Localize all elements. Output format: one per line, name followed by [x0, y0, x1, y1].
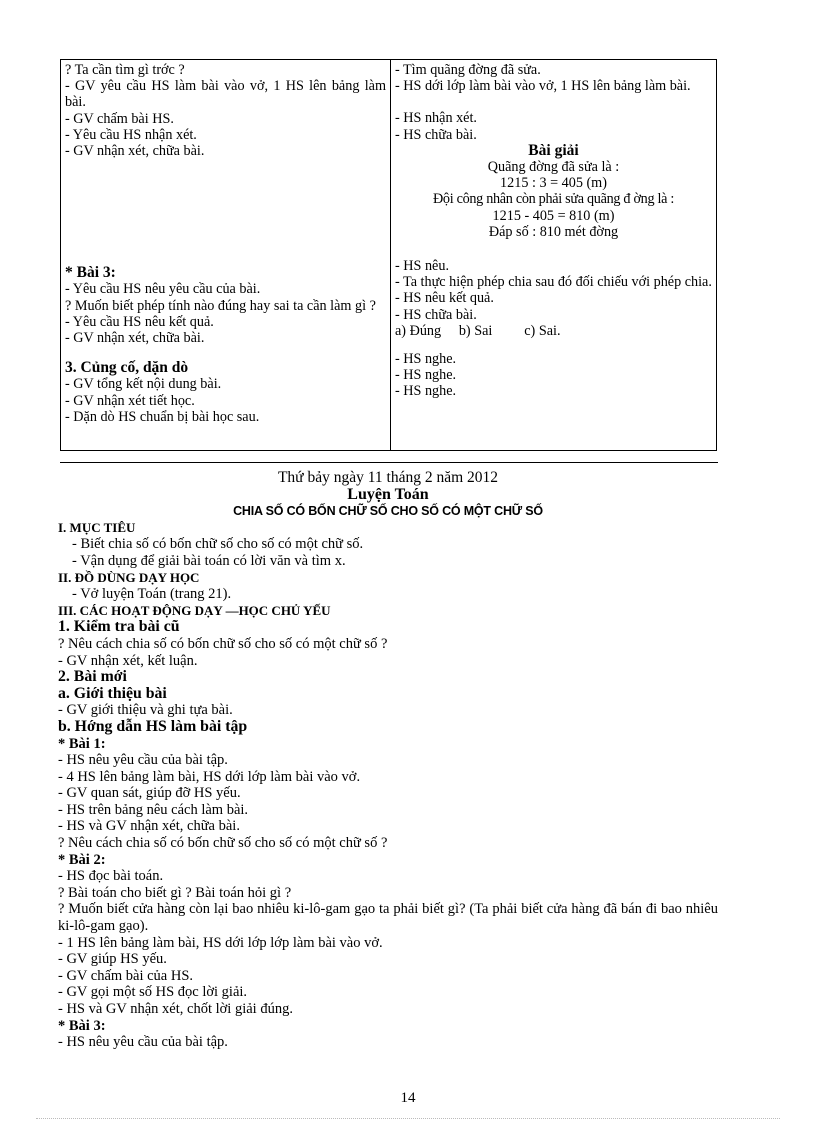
table-line: a) Đúng b) Sai c) Sai.	[395, 322, 561, 339]
exercise-heading: * Bài 3:	[58, 1017, 106, 1034]
lesson-line: ? Nêu cách chia số có bốn chữ số cho số có một chữ số ?	[58, 635, 388, 652]
solution-answer: Đáp số : 810 mét đờng	[488, 223, 619, 240]
table-line: - Ta thực hiện phép chia sau đó đối chiếu với phép chia.	[395, 274, 712, 291]
lesson-line: - Biết chia số có bốn chữ số cho số có một chữ số.	[72, 536, 364, 553]
lesson-heading: b. Hớng dẫn HS làm bài tập	[58, 717, 248, 735]
section-heading: 3. Củng cố, dặn dò	[65, 360, 189, 377]
lesson-line: - 4 HS lên bảng làm bài, HS dới lớp làm bài vào vở.	[58, 768, 361, 785]
solution-line: Quãng đờng đã sửa là :	[487, 159, 620, 176]
table-line: - HS nêu kết quả.	[395, 290, 494, 307]
table-line: - GV nhận xét, chữa bài.	[65, 330, 205, 347]
table-line: - GV nhận xét tiết học.	[65, 392, 195, 409]
student-column	[391, 60, 716, 450]
table-line: - HS chữa bài.	[395, 126, 477, 143]
section-heading: I. MỤC TIÊU	[58, 519, 136, 535]
lesson-line: - GV nhận xét, kết luận.	[58, 652, 198, 669]
page-bottom-border	[36, 1118, 780, 1119]
page-number: 14	[400, 1090, 416, 1106]
lesson-heading: a. Giới thiệu bài	[58, 684, 167, 702]
table-line: - HS dới lớp làm bài vào vở, 1 HS lên bảng làm bài.	[395, 78, 691, 95]
solution-line: 1215 - 405 = 810 (m)	[492, 207, 615, 224]
lesson-line: - HS trên bảng nêu cách làm bài.	[58, 801, 249, 818]
table-line: - GV tổng kết nội dung bài.	[65, 376, 222, 393]
table-line: - Dặn dò HS chuẩn bị bài học sau.	[65, 408, 260, 425]
section-heading: II. ĐỒ DÙNG DẠY HỌC	[58, 569, 200, 585]
lesson-line: - GV chấm bài của HS.	[58, 967, 194, 984]
table-line: - HS nhận xét.	[395, 110, 477, 127]
table-line: - Tìm quãng đờng đã sửa.	[395, 62, 541, 78]
lesson-line: - HS nêu yêu cầu của bài tập.	[58, 752, 228, 769]
lesson-line: - HS và GV nhận xét, chữa bài.	[58, 818, 240, 835]
table-line: - Yêu cầu HS nhận xét.	[65, 126, 197, 143]
lesson-line: - HS đọc bài toán.	[58, 868, 164, 885]
table-line: ? Muốn biết phép tính nào đúng hay sai ta cần làm gì ?	[65, 297, 376, 314]
table-line: - HS nghe.	[395, 351, 457, 368]
lesson-plan	[58, 470, 718, 1051]
table-line: - GV yêu cầu HS làm bài vào vở, 1 HS lên bảng làm bài.	[65, 78, 386, 111]
lesson-line: - HS nêu yêu cầu của bài tập.	[58, 1034, 228, 1051]
lesson-heading: 2. Bài mới	[58, 668, 127, 686]
lesson-heading: 1. Kiểm tra bài cũ	[58, 618, 180, 636]
lesson-line: - GV giới thiệu và ghi tựa bài.	[58, 702, 233, 719]
lesson-line: - GV giúp HS yếu.	[58, 951, 167, 968]
exercise-heading: * Bài 3:	[65, 265, 116, 282]
table-line: - HS nghe.	[395, 367, 457, 384]
lesson-subject: Luyện Toán	[347, 485, 429, 503]
table-line: - HS nêu.	[395, 258, 449, 275]
lesson-line: - 1 HS lên bảng làm bài, HS dới lớp lớp làm bài vào vở.	[58, 934, 383, 951]
exercise-heading: * Bài 1:	[58, 735, 106, 752]
table-line: - GV chấm bài HS.	[65, 110, 174, 127]
activity-table	[60, 59, 717, 451]
solution-line: 1215 : 3 = 405 (m)	[500, 175, 607, 192]
lesson-line: - GV gọi một số HS đọc lời giải.	[58, 984, 248, 1001]
table-line: - HS nghe.	[395, 383, 457, 400]
teacher-column	[61, 60, 391, 450]
lesson-title: CHIA SỐ CÓ BỐN CHỮ SỐ CHO SỐ CÓ MỘT CHỮ SỐ	[233, 504, 543, 519]
lesson-line: - Vận dụng để giải bài toán có lời văn và tìm x.	[72, 552, 346, 569]
section-heading: III. CÁC HOẠT ĐỘNG DẠY —HỌC CHỦ YẾU	[58, 602, 331, 618]
table-line: - Yêu cầu HS nêu yêu cầu của bài.	[65, 281, 261, 298]
table-line: ? Ta cần tìm gì trớc ?	[65, 62, 185, 78]
table-line: - HS chữa bài.	[395, 306, 477, 323]
solution-line: Đội công nhân còn phải sửa quãng đ ờng là :	[432, 191, 675, 208]
lesson-line: - GV quan sát, giúp đỡ HS yếu.	[58, 785, 241, 802]
lesson-line: - Vở luyện Toán (trang 21).	[72, 586, 232, 603]
section-divider	[60, 462, 718, 463]
exercise-heading: * Bài 2:	[58, 851, 106, 868]
table-line: - GV nhận xét, chữa bài.	[65, 143, 205, 160]
lesson-date: Thứ bảy ngày 11 tháng 2 năm 2012	[277, 469, 499, 486]
lesson-line: ? Bài toán cho biết gì ? Bài toán hỏi gì ?	[58, 884, 292, 901]
lesson-line: ? Nêu cách chia số có bốn chữ số cho số có một chữ số ?	[58, 835, 388, 852]
solution-heading: Bài giải	[528, 142, 579, 159]
lesson-line: ? Muốn biết cửa hàng còn lại bao nhiêu ki-lô-gam gạo ta phải biết gì? (Ta phải biết cửa hàng đã bán đi bao nhiêu ki-lô-gam gạo).	[58, 901, 718, 935]
table-line: - Yêu cầu HS nêu kết quả.	[65, 313, 214, 330]
lesson-line: - HS và GV nhận xét, chốt lời giải đúng.	[58, 1001, 293, 1017]
